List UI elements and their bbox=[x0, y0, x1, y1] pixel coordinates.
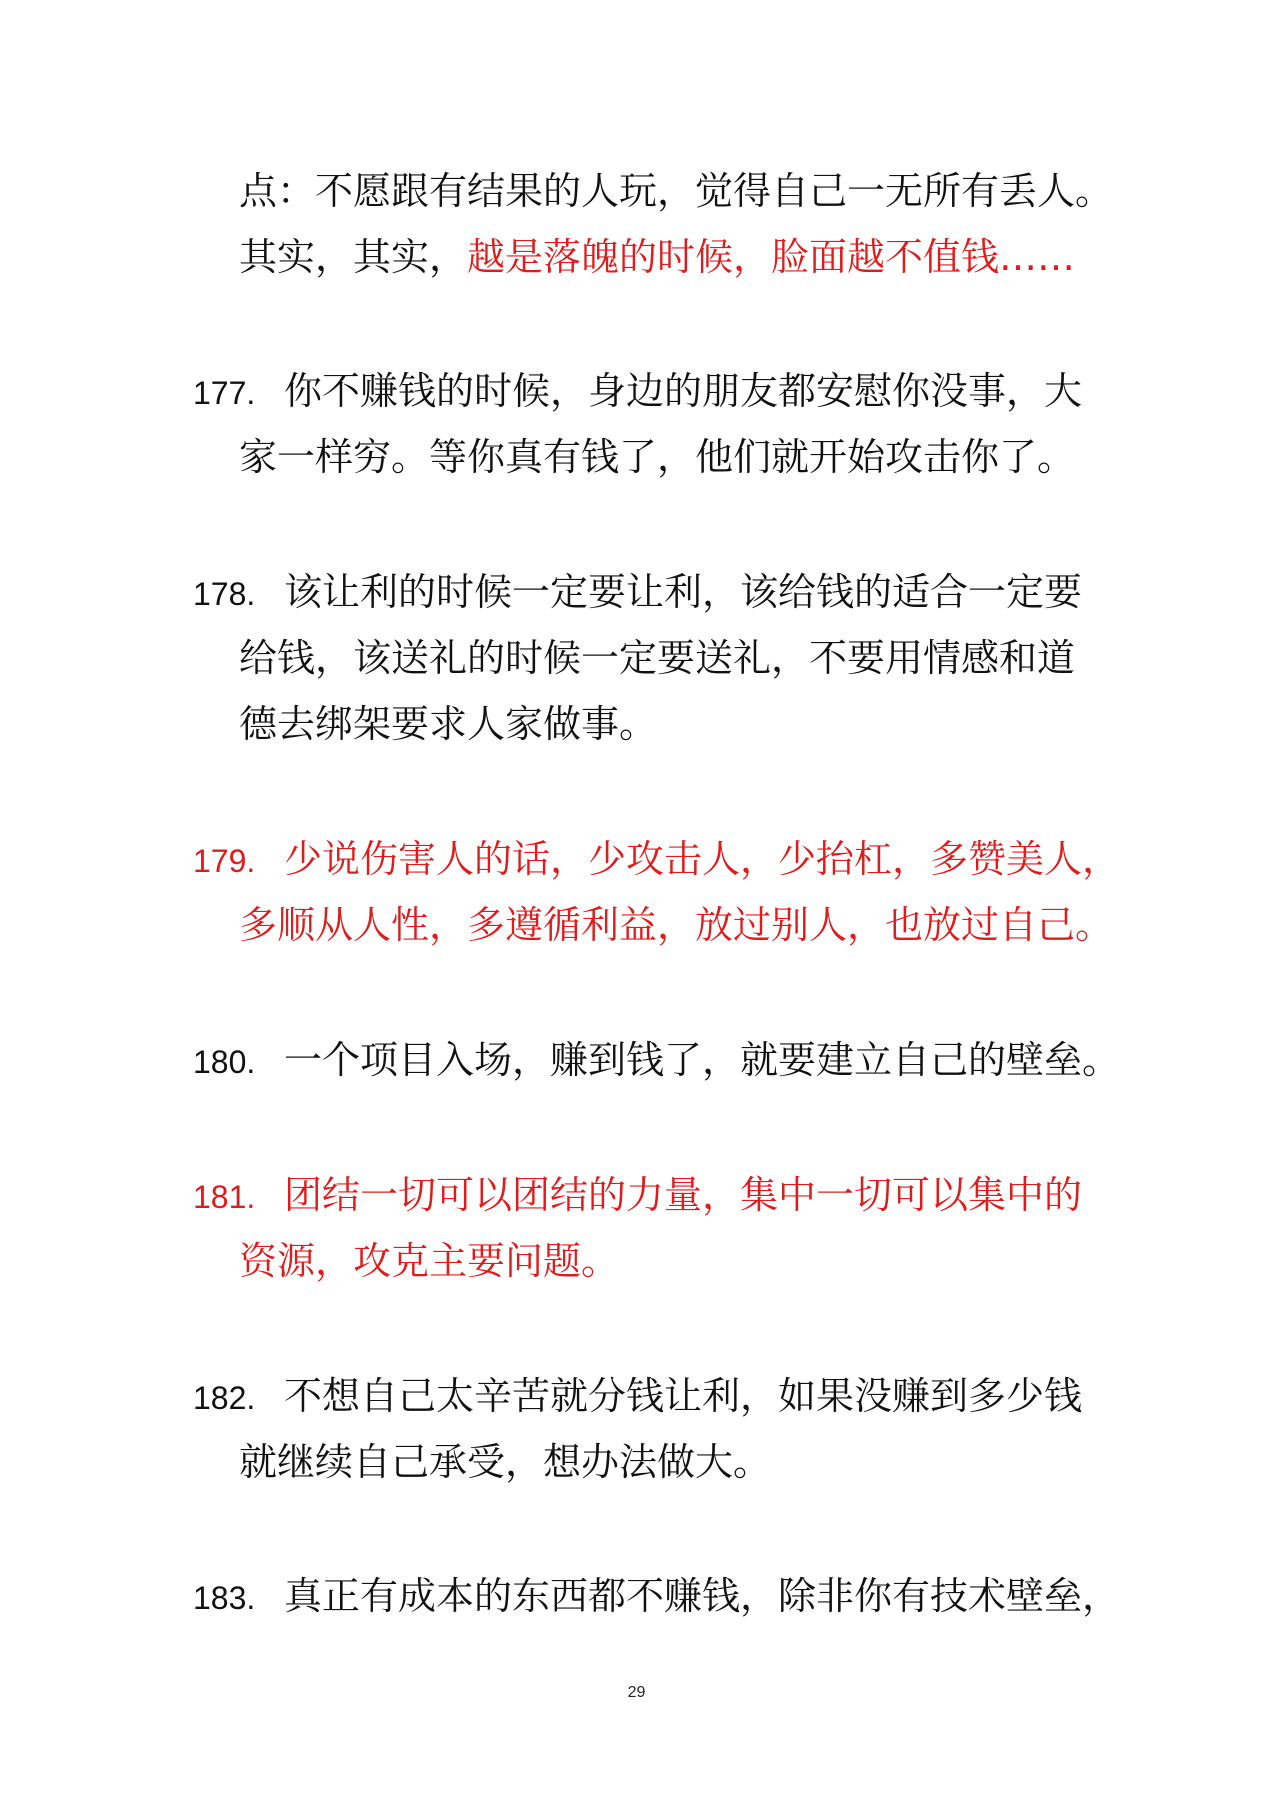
item-text: 给钱，该送礼的时候一定要送礼，不要用情感和道 bbox=[239, 636, 1076, 680]
item-text: 一个项目入场，赚到钱了，就要建立自己的壁垒。 bbox=[284, 1038, 1121, 1082]
list-item-177-line-2 bbox=[239, 433, 1075, 481]
item-text: 就继续自己承受，想办法做大。 bbox=[239, 1440, 772, 1484]
item-text: 真正有成本的东西都不赚钱，除非你有技术壁垒， bbox=[284, 1574, 1121, 1618]
list-item-178-line-1 bbox=[193, 568, 1083, 616]
item-text: 不想自己太辛苦就分钱让利，如果没赚到多少钱 bbox=[284, 1374, 1083, 1418]
item-text: 资源，攻克主要问题。 bbox=[239, 1239, 620, 1283]
list-item-178-line-2 bbox=[239, 634, 1075, 682]
list-item-181-line-1 bbox=[193, 1171, 1083, 1219]
continuation-highlight-text: 越是落魄的时候，脸面越不值钱…… bbox=[467, 235, 1076, 279]
list-item-178-line-3 bbox=[239, 700, 657, 748]
item-text: 该让利的时候一定要让利，该给钱的适合一定要 bbox=[284, 570, 1083, 614]
list-item-182-line-2 bbox=[239, 1438, 771, 1486]
continuation-text: 点：不愿跟有结果的人玩，觉得自己一无所有丢人。 bbox=[239, 169, 1114, 213]
item-text: 家一样穷。等你真有钱了，他们就开始攻击你了。 bbox=[239, 435, 1076, 479]
item-text: 你不赚钱的时候，身边的朋友都安慰你没事，大 bbox=[284, 369, 1083, 413]
list-item-182-line-1 bbox=[193, 1372, 1083, 1420]
item-number: 177. bbox=[193, 375, 256, 411]
item-text: 多顺从人性，多遵循利益，放过别人，也放过自己。 bbox=[239, 903, 1114, 947]
list-item-180-line-1 bbox=[193, 1036, 1121, 1084]
continuation-plain-text: 其实，其实， bbox=[239, 235, 468, 279]
item-text: 德去绑架要求人家做事。 bbox=[239, 702, 658, 746]
item-text: 团结一切可以团结的力量，集中一切可以集中的 bbox=[284, 1173, 1083, 1217]
list-item-177-line-1 bbox=[193, 367, 1083, 415]
list-item-179-line-1 bbox=[193, 835, 1121, 883]
page-number: 29 bbox=[627, 1684, 646, 1701]
list-item-183-line-1 bbox=[193, 1572, 1121, 1620]
item-number: 182. bbox=[193, 1380, 256, 1416]
continuation-line-1 bbox=[239, 167, 1113, 215]
item-number: 179. bbox=[193, 843, 256, 879]
item-text: 少说伤害人的话，少攻击人，少抬杠，多赞美人， bbox=[284, 837, 1121, 881]
item-number: 180. bbox=[193, 1044, 256, 1080]
item-number: 183. bbox=[193, 1580, 256, 1616]
continuation-line-2 bbox=[239, 233, 1075, 281]
list-item-181-line-2 bbox=[239, 1237, 619, 1285]
item-number: 178. bbox=[193, 576, 256, 612]
item-number: 181. bbox=[193, 1179, 256, 1215]
list-item-179-line-2 bbox=[239, 901, 1113, 949]
